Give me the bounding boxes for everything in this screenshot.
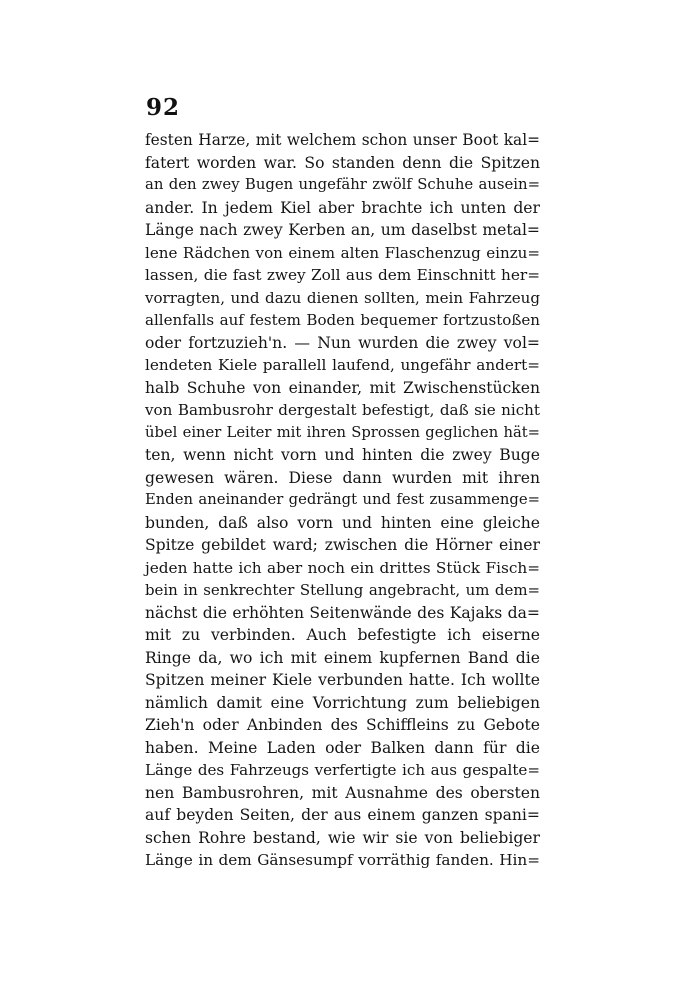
text-line: jeden hatte ich aber noch ein drittes Stück Fisch= [145, 558, 540, 577]
text-line: vorragten, und dazu dienen sollten, mein Fahrzeug [145, 288, 540, 307]
text-line: nämlich damit eine Vorrichtung zum beliebigen [145, 693, 540, 712]
text-line: Länge in dem Gänsesumpf vorräthig fanden. Hin= [145, 851, 540, 869]
text-line: von Bambusrohr dergestalt befestigt, daß sie nicht [145, 401, 540, 419]
text-line: schen Rohre bestand, wie wir sie von beliebiger [145, 828, 540, 847]
text-line: Spitzen meiner Kiele verbunden hatte. Ich wollte [145, 671, 540, 689]
text-line: nen Bambusrohren, mit Ausnahme des obersten [145, 783, 540, 802]
text-line: auf beyden Seiten, der aus einem ganzen spani= [145, 806, 540, 824]
text-line: ten, wenn nicht vorn und hinten die zwey Buge [145, 446, 540, 464]
text-line: nächst die erhöhten Seitenwände des Kajaks da= [145, 603, 540, 622]
text-line: mit zu verbinden. Auch befestigte ich eiserne [145, 626, 540, 644]
text-line: halb Schuhe von einander, mit Zwischenstücken [145, 378, 540, 397]
text-line: Länge des Fahrzeugs verfertigte ich aus gespalte= [145, 761, 540, 779]
text-line: Länge nach zwey Kerben an, um daselbst metal= [145, 221, 540, 239]
body-text [145, 129, 540, 872]
text-line: festen Harze, mit welchem schon unser Boot kal= [145, 131, 540, 149]
text-line: lendeten Kiele parallell laufend, ungefähr andert= [145, 356, 540, 374]
text-line: gewesen wären. Diese dann wurden mit ihren [145, 468, 540, 487]
text-line: Ringe da, wo ich mit einem kupfernen Band die [145, 648, 540, 667]
text-line: fatert worden war. So standen denn die Spitzen [145, 153, 540, 172]
text-line: lene Rädchen von einem alten Flaschenzug einzu= [145, 243, 540, 262]
text-line: bein in senkrechter Stellung angebracht, um dem= [145, 581, 540, 599]
text-line: übel einer Leiter mit ihren Sprossen geglichen hät= [145, 423, 540, 441]
text-line: haben. Meine Laden oder Balken dann für die [145, 738, 540, 757]
text-line: ander. In jedem Kiel aber brachte ich unten der [145, 198, 540, 217]
text-line: Enden aneinander gedrängt und fest zusammenge= [145, 491, 540, 508]
page-number: 92 [146, 94, 181, 121]
text-line: lassen, die fast zwey Zoll aus dem Einschnitt her= [145, 266, 540, 284]
text-line: Spitze gebildet ward; zwischen die Hörner einer [145, 536, 540, 554]
text-line: an den zwey Bugen ungefähr zwölf Schuhe ausein= [145, 176, 540, 193]
text-line: bunden, daß also vorn und hinten eine gleiche [145, 513, 540, 532]
text-line: oder fortzuzieh'n. — Nun wurden die zwey vol= [145, 333, 540, 352]
text-line: allenfalls auf festem Boden bequemer fortzustoßen [145, 311, 540, 329]
text-line: Zieh'n oder Anbinden des Schiffleins zu Gebote [145, 716, 540, 734]
